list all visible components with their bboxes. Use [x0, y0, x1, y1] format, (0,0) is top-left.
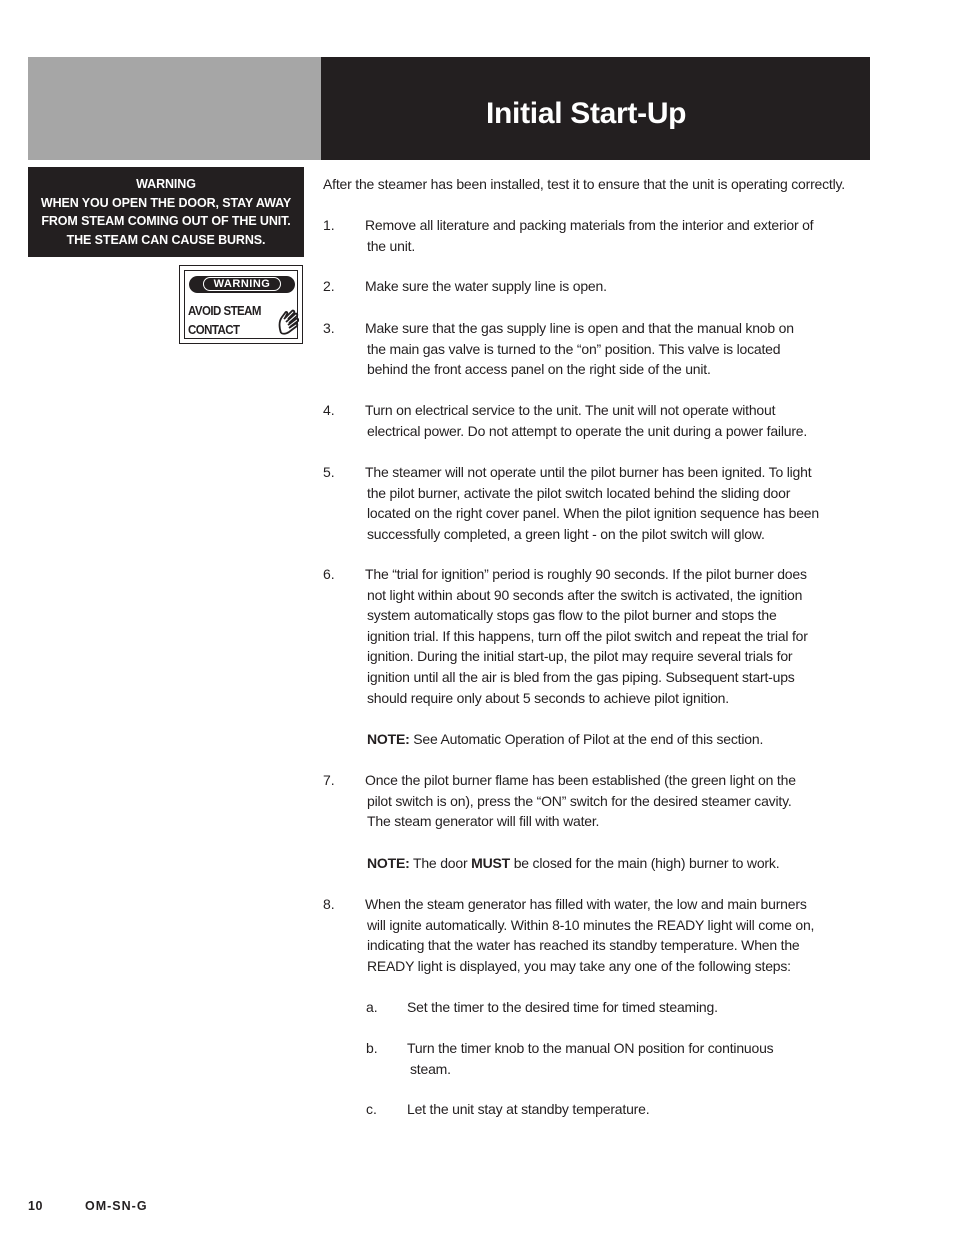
step-text: successfully completed, a green light - on the pilot switch will glow. — [367, 525, 765, 542]
warning-sign-badge: WARNING — [189, 276, 295, 293]
step-text: ignition until all the air is bled from the gas piping. Subsequent start-ups — [367, 669, 795, 685]
step-text: should require only about 5 seconds to achieve pilot ignition. — [367, 689, 729, 706]
substep-letter: a. — [366, 999, 378, 1015]
step-number: 4. — [323, 402, 335, 418]
step-text: The steam generator will fill with water. — [367, 813, 600, 830]
step-text: Once the pilot burner flame has been established (the green light on the — [365, 772, 796, 788]
hand-steam-icon — [277, 307, 299, 335]
substep-letter: c. — [366, 1101, 377, 1117]
step-text: ignition trial. If this happens, turn off the pilot switch and repeat the trial for — [367, 627, 808, 644]
substep-letter: b. — [366, 1040, 378, 1056]
page-title: Initial Start-Up — [486, 97, 687, 130]
note-automatic-pilot: NOTE: See Automatic Operation of Pilot at the end of this section. — [367, 731, 764, 747]
step-text: will ignite automatically. Within 8-10 minutes the READY light will come on, — [367, 916, 815, 933]
step-number: 3. — [323, 320, 335, 336]
step-text: Make sure that the gas supply line is open and that the manual knob on — [365, 320, 794, 336]
step-text: pilot switch is on), press the “ON” switch for the desired steamer cavity. — [367, 792, 792, 809]
step-text: The steamer will not operate until the pilot burner has been ignited. To light — [365, 464, 812, 480]
intro-text: After the steamer has been installed, test it to ensure that the unit is operating correctly. — [323, 176, 845, 192]
step-text: behind the front access panel on the right side of the unit. — [367, 361, 711, 378]
warning-sign-frame — [184, 270, 298, 339]
warning-sign-text: AVOID STEAM CONTACT — [188, 304, 261, 337]
step-text: located on the right cover panel. When the pilot ignition sequence has been — [367, 505, 819, 522]
substep-text: Set the timer to the desired time for timed steaming. — [407, 999, 718, 1015]
step-text: system automatically stops gas flow to the pilot burner and stops the — [367, 607, 777, 624]
note-door-closed: NOTE: The door MUST be closed for the main (high) burner to work. — [367, 855, 780, 871]
step-text: electrical power. Do not attempt to operate the unit during a power failure. — [367, 422, 808, 439]
header-black-band — [321, 57, 870, 160]
substep-text: steam. — [410, 1060, 451, 1077]
step-number: 2. — [323, 278, 335, 294]
step-text: Remove all literature and packing materials from the interior and exterior of — [365, 217, 814, 233]
step-text: Make sure the water supply line is open. — [365, 278, 607, 294]
step-text: the pilot burner, activate the pilot switch located behind the sliding door — [367, 484, 791, 501]
document-code: OM-SN-G — [85, 1199, 148, 1213]
step-number: 5. — [323, 464, 335, 480]
warning-heading: WARNING — [136, 177, 196, 191]
step-text: Turn on electrical service to the unit. The unit will not operate without — [365, 402, 776, 418]
header-gray-band — [28, 57, 321, 160]
step-number: 8. — [323, 896, 335, 912]
step-number: 6. — [323, 566, 335, 582]
warning-line: FROM STEAM COMING OUT OF THE UNIT. — [41, 214, 291, 228]
substep-text: Turn the timer knob to the manual ON position for continuous — [407, 1040, 774, 1056]
warning-sign — [179, 265, 303, 344]
step-text: the unit. — [367, 237, 416, 254]
step-text: ignition. During the initial start-up, the pilot may require several trials for — [367, 648, 793, 665]
step-text: the main gas valve is turned to the “on” position. This valve is located — [367, 340, 781, 357]
step-text: indicating that the water has reached its standby temperature. When the — [367, 937, 800, 954]
warning-line: THE STEAM CAN CAUSE BURNS. — [66, 232, 266, 247]
step-text: READY light is displayed, you may take any one of the following steps: — [367, 957, 791, 974]
page-number: 10 — [28, 1199, 43, 1213]
step-text: not light within about 90 seconds after the switch is activated, the ignition — [367, 586, 803, 603]
step-number: 7. — [323, 772, 335, 788]
step-text: The “trial for ignition” period is roughly 90 seconds. If the pilot burner does — [365, 566, 807, 582]
step-text: When the steam generator has filled with water, the low and main burners — [365, 896, 807, 912]
substep-text: Let the unit stay at standby temperature. — [407, 1101, 650, 1117]
warning-box — [28, 167, 304, 257]
warning-line: WHEN YOU OPEN THE DOOR, STAY AWAY — [40, 195, 292, 210]
step-number: 1. — [323, 217, 335, 233]
